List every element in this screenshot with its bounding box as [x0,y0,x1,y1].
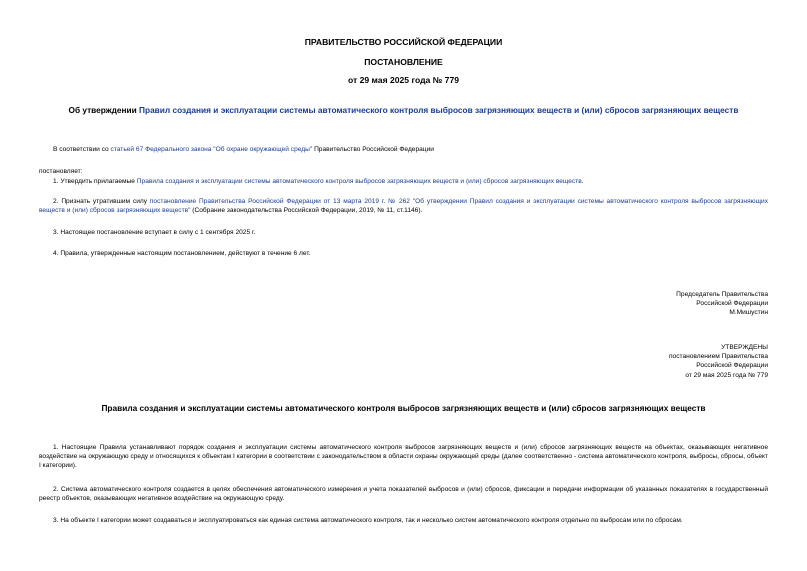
government-heading: ПРАВИТЕЛЬСТВО РОССИЙСКОЙ ФЕДЕРАЦИИ [304,37,503,47]
item-1-pre: 1. Утвердить прилагаемые [53,178,137,185]
approved-line-2: постановлением Правительства [668,353,768,361]
signature-line-2: Российской Федерации [696,300,768,308]
preamble-pre: В соответствии со [53,146,111,153]
preamble-post: Правительство Российской Федерации [312,146,434,153]
item-4: 4. Правила, утвержденные настоящим постановлением, действуют в течение 6 лет. [53,250,311,257]
document-date-number: от 29 мая 2025 года № 779 [347,75,460,85]
preamble [53,145,434,154]
signature-line-3: М.Мишустин [729,309,768,317]
rules-title: Правила создания и эксплуатации системы автоматического контроля выбросов загрязняющих веществ и (или) сбросов загрязняющих веществ [101,403,706,413]
item-2 [39,197,768,215]
rules-link[interactable]: Правила создания и эксплуатации системы автоматического контроля выбросов загрязняющих веществ и (или) сбросов загрязняющих веществ [136,178,582,185]
rules-paragraph-3: 3. На объекте I категории может создаваться и эксплуатироваться как единая система автоматического контроля, так и несколько систем автоматического контроля отдельно по выбросам или по сбросам. [53,517,683,524]
document-type-heading: ПОСТАНОВЛЕНИЕ [364,57,443,67]
document-title-prefix: Об утверждении [68,105,140,115]
decides-label: постановляет: [39,168,83,175]
rules-paragraph-2: 2. Система автоматического контроля создается в целях обеспечения автоматического измерения и учета показателей выбросов и (или) сбросов, фиксации и передачи информации об указанных показателях в государственный реестр объектов, оказывающих негативное воздействие на окружающую среду. [39,486,768,503]
item-2-pre: 2. Признать утратившим силу [53,198,150,205]
approved-line-3: Российской Федерации [696,362,768,370]
rules-title-link[interactable]: Правил создания и эксплуатации системы автоматического контроля выбросов загрязняющих веществ и (или) сбросов загрязняющих веществ [139,105,739,115]
repealed-decree-link[interactable]: постановление Правительства Российской Федерации от 13 марта 2019 г. № 262 "Об утверждении Правил создания и эксплуатации системы автоматического контроля выбросов загрязняющих веществ и (или) сбросов загрязняющих веществ" [39,198,768,215]
signature-line-1: Председатель Правительства [676,291,768,298]
document-title [0,105,807,115]
item-1 [53,177,584,186]
law-article-link[interactable]: статьей 67 Федерального закона "Об охране окружающей среды" [110,146,313,153]
signature-block [676,290,768,318]
approved-line-1: УТВЕРЖДЕНЫ [721,344,768,351]
item-1-post: . [581,178,584,185]
approved-block [669,343,768,380]
item-2-post: (Собрание законодательства Российской Федерации, 2019, № 11, ст.1146). [190,207,423,215]
item-3: 3. Настоящее постановление вступает в силу с 1 сентября 2025 г. [53,229,256,236]
rules-paragraph-1: 1. Настоящие Правила устанавливают порядок создания и эксплуатации системы автоматического контроля выбросов загрязняющих веществ и (или) сбросов загрязняющих веществ на объектах, оказывающих негативное воздействие на окружающую среду и относящихся к объектам I категории в соответствии с законодательством в области охраны окружающей среды (далее соответственно - система автоматического контроля, выбросы, сбросы, объект I категории). [39,444,768,470]
approved-line-4: от 29 мая 2025 года № 779 [685,371,768,379]
